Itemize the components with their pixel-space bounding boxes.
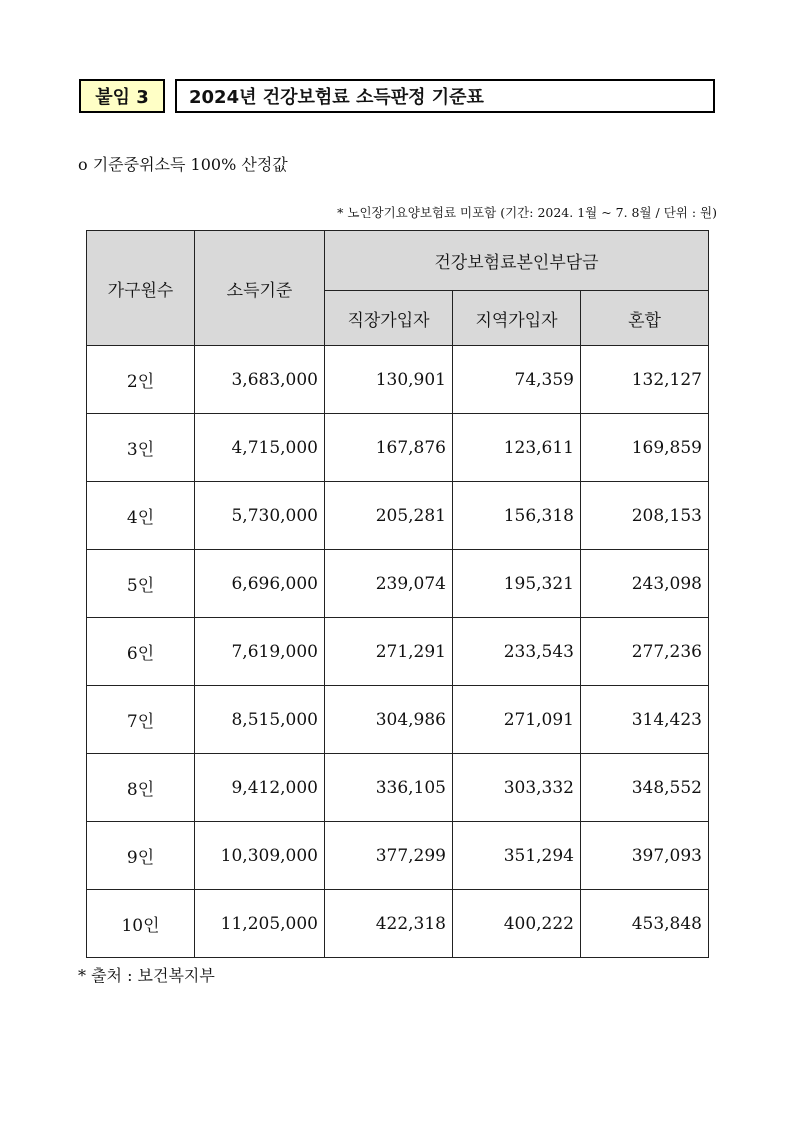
table-row — [87, 686, 709, 754]
table-row — [87, 754, 709, 822]
header-workplace: 직장가입자 — [325, 291, 453, 346]
cell-household: 5인 — [87, 550, 195, 618]
header-income: 소득기준 — [195, 231, 325, 346]
cell-mixed: 314,423 — [581, 686, 709, 754]
table-row — [87, 618, 709, 686]
cell-income: 9,412,000 — [195, 754, 325, 822]
cell-mixed: 208,153 — [581, 482, 709, 550]
cell-workplace: 422,318 — [325, 890, 453, 958]
cell-regional: 123,611 — [453, 414, 581, 482]
cell-regional: 303,332 — [453, 754, 581, 822]
cell-household: 2인 — [87, 346, 195, 414]
cell-regional: 351,294 — [453, 822, 581, 890]
cell-workplace: 130,901 — [325, 346, 453, 414]
cell-workplace: 271,291 — [325, 618, 453, 686]
cell-household: 7인 — [87, 686, 195, 754]
cell-regional: 74,359 — [453, 346, 581, 414]
cell-household: 3인 — [87, 414, 195, 482]
cell-household: 9인 — [87, 822, 195, 890]
header-mixed: 혼합 — [581, 291, 709, 346]
cell-income: 5,730,000 — [195, 482, 325, 550]
cell-household: 4인 — [87, 482, 195, 550]
cell-mixed: 348,552 — [581, 754, 709, 822]
header-premium-group: 건강보험료본인부담금 — [325, 231, 709, 291]
table-row — [87, 550, 709, 618]
cell-income: 8,515,000 — [195, 686, 325, 754]
table-row — [87, 414, 709, 482]
cell-household: 10인 — [87, 890, 195, 958]
cell-regional: 233,543 — [453, 618, 581, 686]
table-row — [87, 346, 709, 414]
table-row — [87, 890, 709, 958]
table-row — [87, 482, 709, 550]
cell-income: 3,683,000 — [195, 346, 325, 414]
cell-household: 8인 — [87, 754, 195, 822]
header — [79, 79, 715, 113]
cell-workplace: 336,105 — [325, 754, 453, 822]
cell-workplace: 304,986 — [325, 686, 453, 754]
cell-mixed: 453,848 — [581, 890, 709, 958]
cell-mixed: 397,093 — [581, 822, 709, 890]
header-household: 가구원수 — [87, 231, 195, 346]
cell-workplace: 239,074 — [325, 550, 453, 618]
source-note: * 출처 : 보건복지부 — [78, 966, 215, 985]
cell-mixed: 132,127 — [581, 346, 709, 414]
cell-regional: 271,091 — [453, 686, 581, 754]
cell-mixed: 277,236 — [581, 618, 709, 686]
cell-workplace: 205,281 — [325, 482, 453, 550]
cell-regional: 156,318 — [453, 482, 581, 550]
table-row — [87, 822, 709, 890]
cell-income: 11,205,000 — [195, 890, 325, 958]
cell-income: 4,715,000 — [195, 414, 325, 482]
cell-household: 6인 — [87, 618, 195, 686]
cell-income: 6,696,000 — [195, 550, 325, 618]
cell-regional: 400,222 — [453, 890, 581, 958]
attachment-badge: 붙임 3 — [79, 79, 165, 113]
table-note: * 노인장기요양보험료 미포함 (기간: 2024. 1월 ~ 7. 8월 / 단위 : 원) — [337, 205, 717, 220]
cell-income: 7,619,000 — [195, 618, 325, 686]
cell-regional: 195,321 — [453, 550, 581, 618]
income-criteria-table — [86, 230, 709, 958]
cell-income: 10,309,000 — [195, 822, 325, 890]
header-regional: 지역가입자 — [453, 291, 581, 346]
cell-workplace: 167,876 — [325, 414, 453, 482]
cell-workplace: 377,299 — [325, 822, 453, 890]
cell-mixed: 243,098 — [581, 550, 709, 618]
document-title: 2024년 건강보험료 소득판정 기준표 — [175, 79, 715, 113]
section-bullet: o 기준중위소득 100% 산정값 — [78, 155, 288, 174]
cell-mixed: 169,859 — [581, 414, 709, 482]
